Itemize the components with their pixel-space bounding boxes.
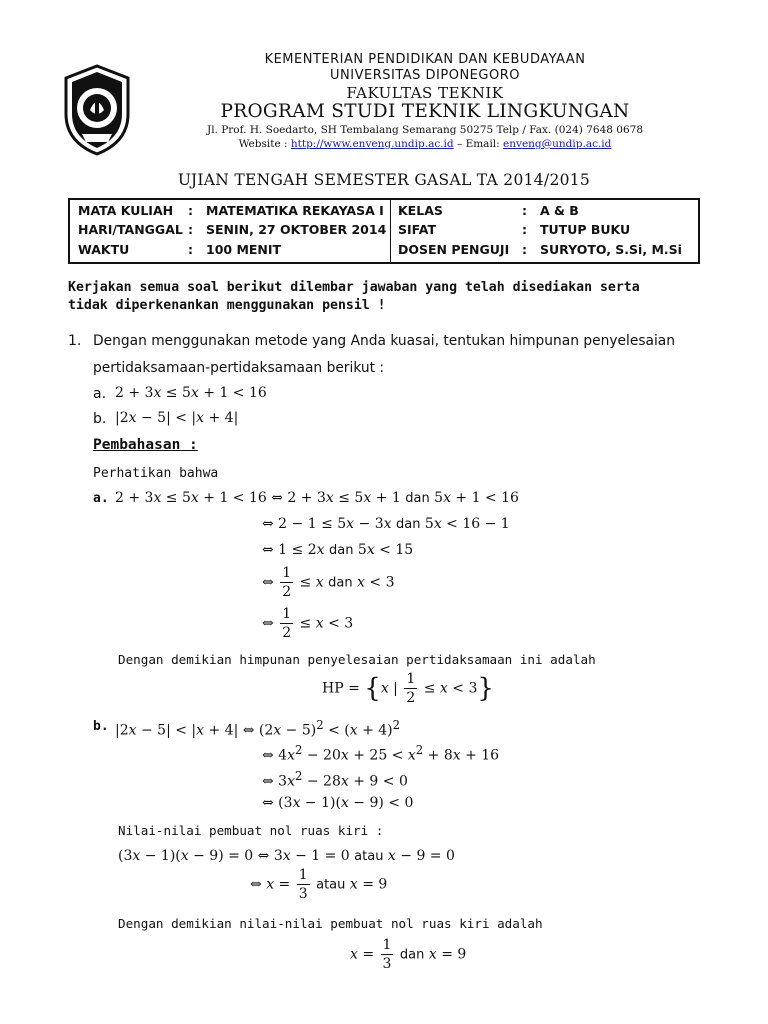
website-label: Website : xyxy=(238,138,291,150)
info-sep: : xyxy=(188,203,193,218)
hp-label: HP xyxy=(322,680,344,697)
zeros-step-2: ⇔ x = $\frac{1}{3}$ atau x = 9 xyxy=(250,867,388,902)
word-dan: dan xyxy=(395,517,421,532)
university-name: UNIVERSITAS DIPONEGORO xyxy=(330,68,520,83)
word-atau: atau xyxy=(354,849,384,864)
contact-line xyxy=(60,138,768,150)
solution-a-step-2: ⇔ 2 − 1 ≤ 5x − 3x dan 5x < 16 − 1 xyxy=(262,516,510,532)
solution-heading-text: Pembahasan : xyxy=(93,437,198,453)
instruction-line-2: tidak diperkenankan menggunakan pensil ! xyxy=(68,298,386,313)
info-value: MATEMATIKA REKAYASA I xyxy=(206,203,384,218)
word-dan: dan xyxy=(405,491,430,506)
solution-a-step-4: ⇔ $\frac{1}{2}$ ≤ x dan x < 3 xyxy=(262,565,395,600)
exam-title: UJIAN TENGAH SEMESTER GASAL TA 2014/2015 xyxy=(177,171,591,189)
solution-intro: Perhatikan bahwa xyxy=(93,466,219,481)
info-label: WAKTU xyxy=(78,242,130,257)
email-link[interactable]: enveng@undip.ac.id xyxy=(503,138,612,150)
email-label: – Email: xyxy=(453,138,504,150)
question-b-expr: |2x − 5| < |x + 4| xyxy=(115,410,239,426)
info-value: TUTUP BUKU xyxy=(540,222,631,237)
zeros-step-1: (3x − 1)(x − 9) = 0 ⇔ 3x − 1 = 0 atau x − 9 = 0 xyxy=(118,848,455,864)
conclusion-a: Dengan demikian himpunan penyelesaian pertidaksamaan ini adalah xyxy=(118,652,596,667)
conclusion-b: Dengan demikian nilai-nilai pembuat nol ruas kiri adalah xyxy=(118,916,543,931)
info-label: DOSEN PENGUJI xyxy=(398,242,510,257)
word-dan: dan xyxy=(399,947,425,963)
solution-heading xyxy=(93,437,198,453)
info-value: 100 MENIT xyxy=(206,242,282,257)
info-sep: : xyxy=(188,222,193,237)
website-link[interactable]: http://www.enveng.undip.ac.id xyxy=(290,138,454,150)
info-value: A & B xyxy=(540,203,579,218)
ministry-name: KEMENTERIAN PENDIDIKAN DAN KEBUDAYAAN xyxy=(264,52,586,67)
solution-b-step-4: ⇔ (3x − 1)(x − 9) < 0 xyxy=(262,795,414,811)
word-atau: atau xyxy=(316,877,346,893)
question-a-label: a. xyxy=(93,386,107,402)
table-divider xyxy=(390,200,391,262)
question-a-expr: 2 + 3x ≤ 5x + 1 < 16 xyxy=(115,385,267,401)
instruction-line-1: Kerjakan semua soal berikut dilembar jawaban yang telah disediakan serta xyxy=(68,280,640,295)
solution-a-step-1: 2 + 3x ≤ 5x + 1 < 16 ⇔ 2 + 3x ≤ 5x + 1 dan 5x + 1 < 16 xyxy=(115,490,519,506)
solution-b-step-3: ⇔ $3x^2 - 28x + 9 < 0$ xyxy=(262,769,408,790)
word-dan: dan xyxy=(329,543,354,558)
solution-a-label: a. xyxy=(93,491,109,506)
info-sep: : xyxy=(522,222,527,237)
info-label: MATA KULIAH xyxy=(78,203,174,218)
zeros-final: x = $\frac{1}{3}$ dan x = 9 xyxy=(350,937,467,972)
question-b-label: b. xyxy=(93,411,107,427)
info-value: SENIN, 27 OKTOBER 2014 xyxy=(206,222,387,237)
word-dan: dan xyxy=(328,575,353,591)
solution-b-step-1: |2x − 5| < |x + 4| ⇔ $(2x - 5)^2 < (x + 4)^2$ xyxy=(115,718,401,739)
faculty-name: FAKULTAS TEKNIK xyxy=(346,84,504,102)
question-text-1: Dengan menggunakan metode yang Anda kuasai, tentukan himpunan penyelesaian xyxy=(93,333,675,349)
zeros-heading: Nilai-nilai pembuat nol ruas kiri : xyxy=(118,823,384,838)
hp-expression: HP = {x | $\frac{1}{2}$ ≤ x < 3} xyxy=(322,671,494,706)
solution-a-step-3: ⇔ 1 ≤ 2x dan 5x < 15 xyxy=(262,542,414,558)
info-sep: : xyxy=(522,242,527,257)
info-label: KELAS xyxy=(398,203,443,218)
program-name: PROGRAM STUDI TEKNIK LINGKUNGAN xyxy=(220,101,630,122)
address: Jl. Prof. H. Soedarto, SH Tembalang Semarang 50275 Telp / Fax. (024) 7648 0678 xyxy=(206,124,644,136)
info-sep: : xyxy=(522,203,527,218)
question-text-2: pertidaksamaan-pertidaksamaan berikut : xyxy=(93,360,385,376)
info-label: SIFAT xyxy=(398,222,436,237)
info-sep: : xyxy=(188,242,193,257)
question-number: 1. xyxy=(68,333,82,349)
solution-b-label: b. xyxy=(93,719,109,734)
info-value: SURYOTO, S.Si, M.Si xyxy=(540,242,682,257)
exam-info-table xyxy=(68,198,700,264)
info-label: HARI/TANGGAL xyxy=(78,222,183,237)
solution-a-step-5: ⇔ $\frac{1}{2}$ ≤ x < 3 xyxy=(262,606,354,641)
solution-b-step-2: ⇔ $4x^2 - 20x + 25 < x^2 + 8x + 16$ xyxy=(262,743,500,764)
